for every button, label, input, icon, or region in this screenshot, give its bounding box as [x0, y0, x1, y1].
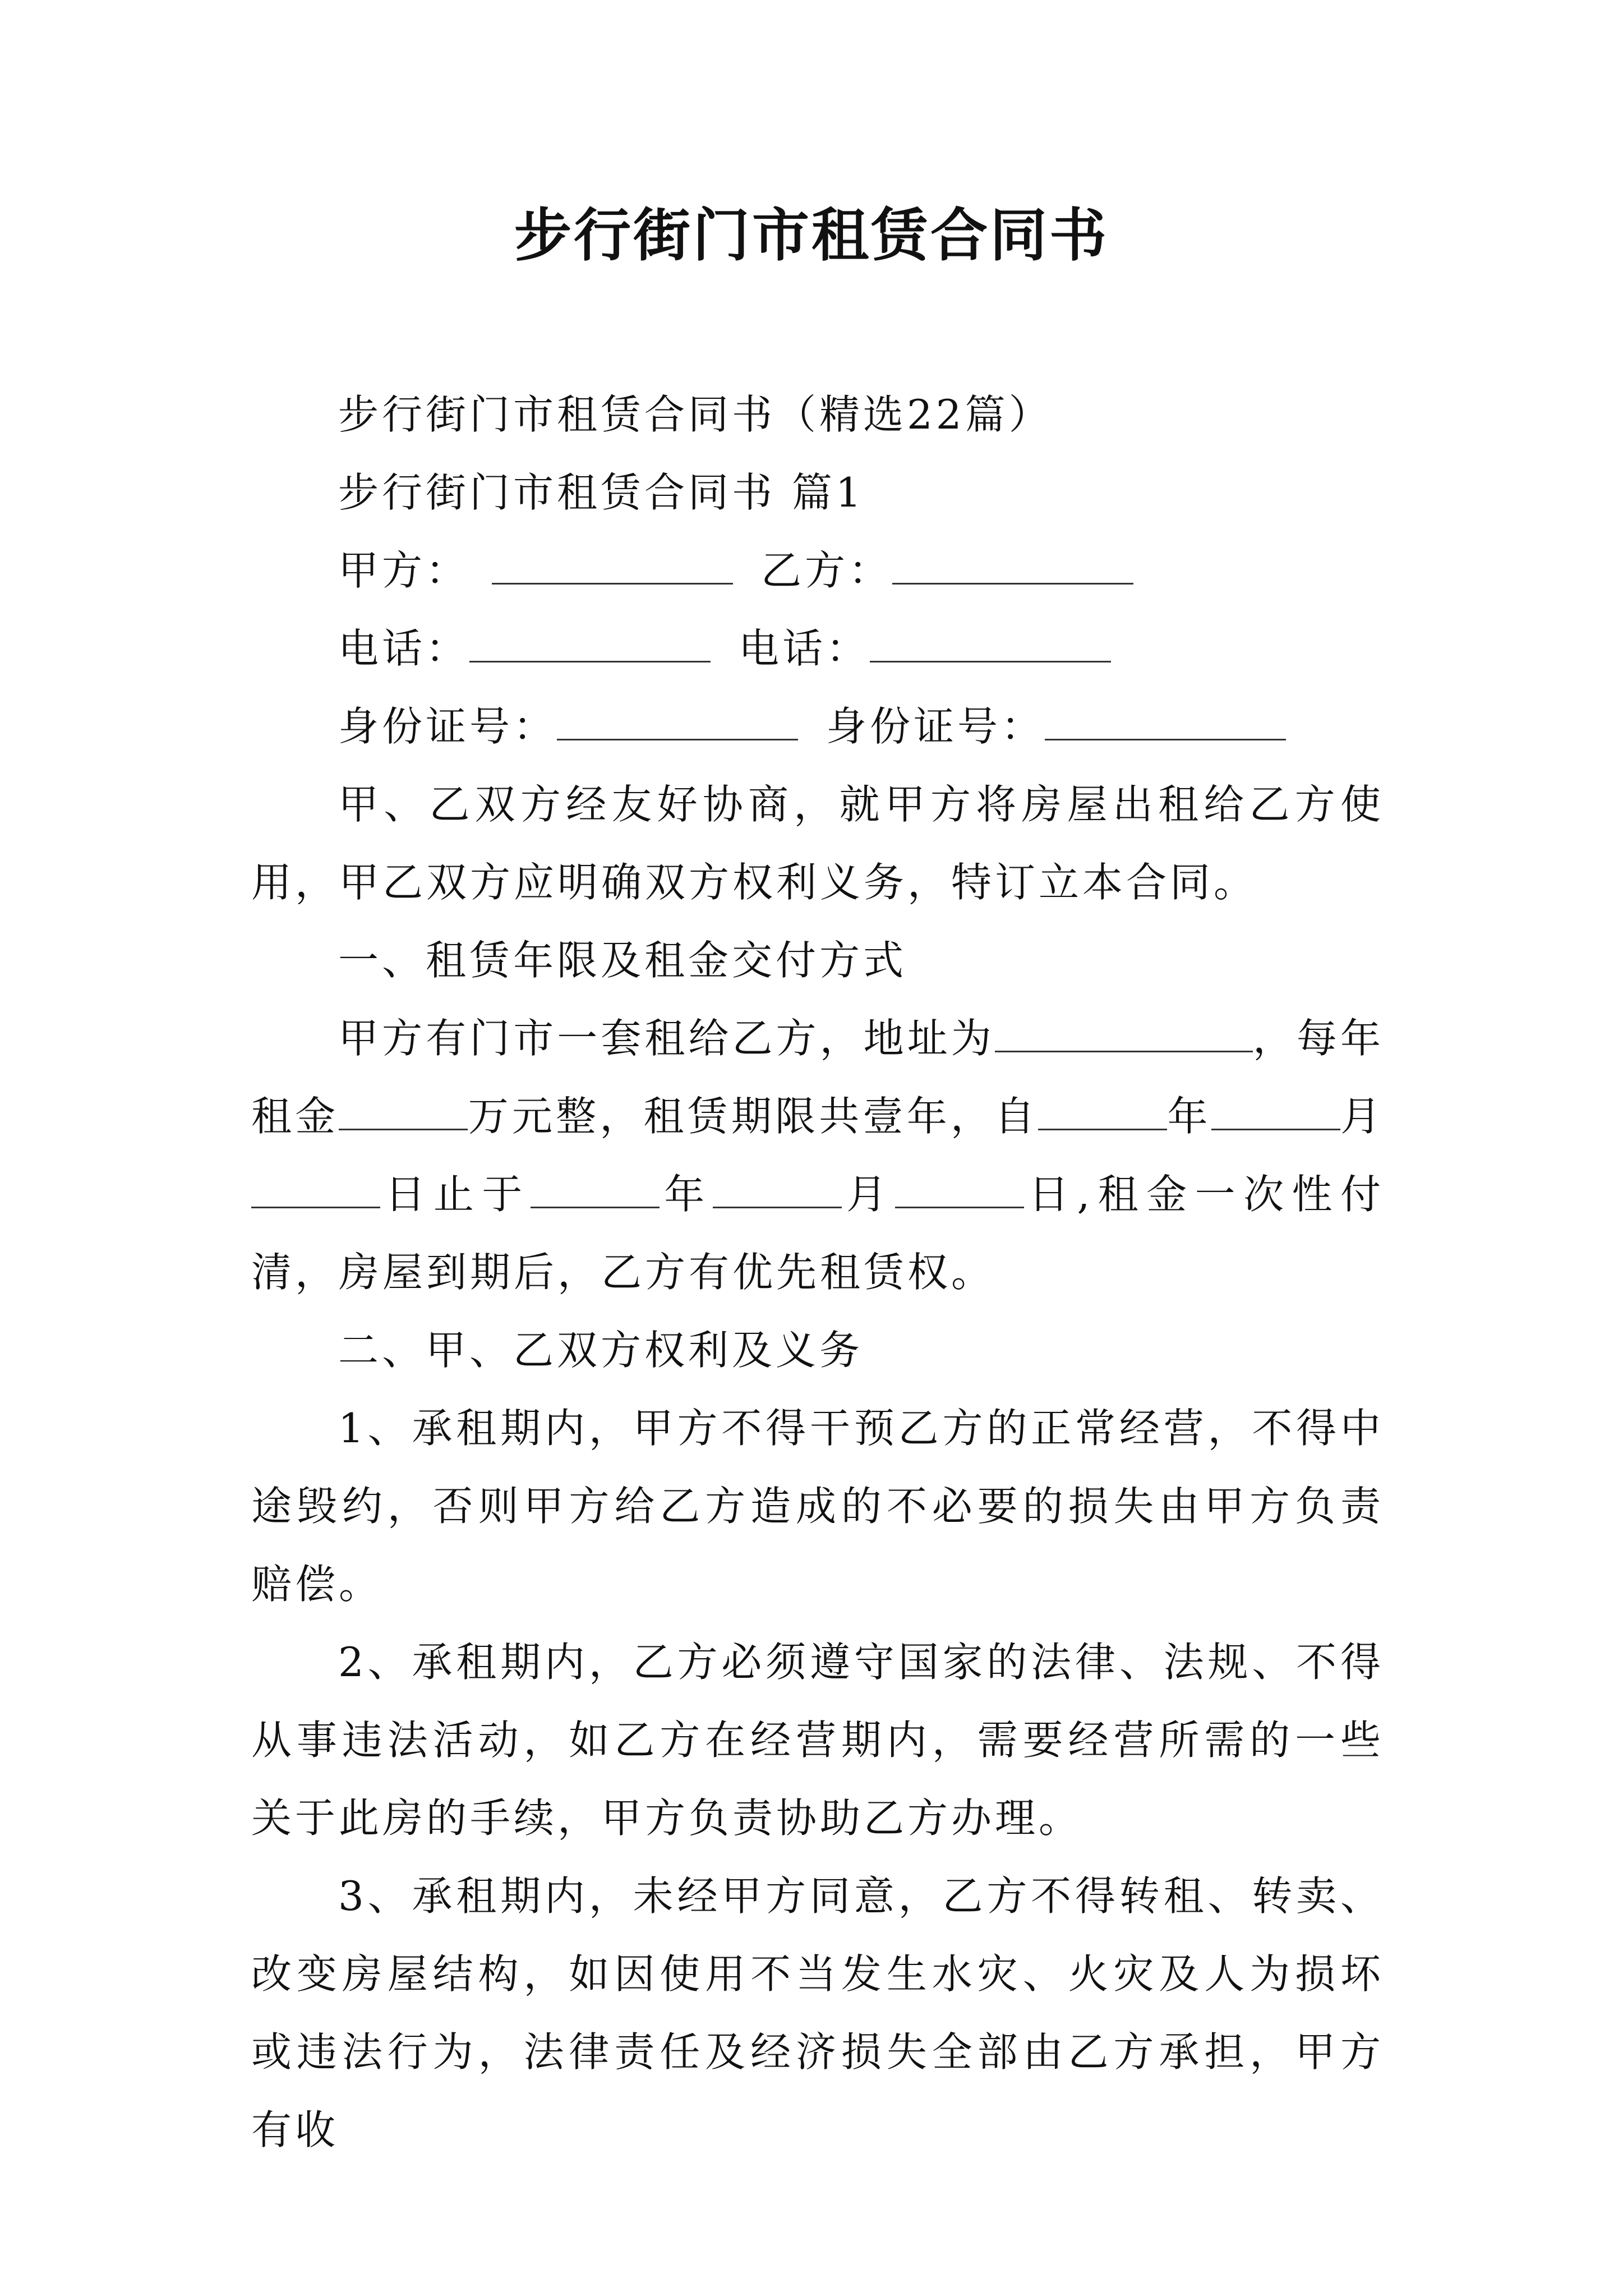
clause1-paragraph — [251, 1000, 1384, 1312]
clause1-text-5: 月 — [1340, 1093, 1384, 1140]
clause1-text-6: 日止于 — [380, 1171, 531, 1218]
end-year-blank[interactable] — [531, 1174, 660, 1208]
phone-row — [251, 610, 1384, 688]
id-a-label: 身份证号： — [338, 703, 557, 750]
item-1: 1、承租期内，甲方不得干预乙方的正常经营，不得中途毁约，否则甲方给乙方造成的不必要的损失由甲方负责赔偿。 — [251, 1405, 1384, 1608]
section-heading: 步行街门市租赁合同书 篇1 — [338, 469, 865, 516]
party-b-label: 乙方： — [761, 547, 893, 594]
phone-b-blank[interactable] — [870, 627, 1111, 662]
subtitle: 步行街门市租赁合同书（精选22篇） — [338, 391, 1053, 438]
clause1-text-3: 万元整，租赁期限共壹年，自 — [468, 1093, 1039, 1140]
clause1-text-7: 年 — [659, 1171, 713, 1218]
start-month-blank[interactable] — [1211, 1096, 1340, 1130]
clause1-text-4: 年 — [1167, 1093, 1211, 1140]
party-row — [251, 532, 1384, 610]
clause1-text-9: 日,租金一次性付清，房屋到期后，乙方有优先租赁权。 — [251, 1171, 1384, 1296]
item-3: 3、承租期内，未经甲方同意，乙方不得转租、转卖、改变房屋结构，如因使用不当发生水灾、火灾及人为损坏或违法行为，法律责任及经济损失全部由乙方承担，甲方有收 — [251, 1872, 1384, 2154]
section-heading-line — [251, 454, 1384, 532]
clause1-heading: 一、租赁年限及租金交付方式 — [338, 937, 907, 984]
id-row — [251, 688, 1384, 766]
rent-blank[interactable] — [339, 1096, 468, 1130]
id-b-blank[interactable] — [1045, 705, 1286, 740]
clause1-text-8: 月 — [841, 1171, 895, 1218]
id-b-label: 身份证号： — [826, 703, 1045, 750]
clause1-text-1: 甲方有门市一套租给乙方，地址为 — [338, 1015, 995, 1062]
address-blank[interactable] — [995, 1018, 1253, 1052]
start-year-blank[interactable] — [1038, 1096, 1167, 1130]
end-month-blank[interactable] — [713, 1174, 842, 1208]
phone-a-blank[interactable] — [469, 627, 711, 662]
intro-paragraph: 甲、乙双方经友好协商，就甲方将房屋出租给乙方使用，甲乙双方应明确双方权利义务，特订立本合同。 — [251, 781, 1384, 906]
document-body — [251, 376, 1384, 2169]
end-day-blank[interactable] — [895, 1174, 1024, 1208]
start-day-blank[interactable] — [251, 1174, 380, 1208]
subtitle-line — [251, 376, 1384, 454]
item-2: 2、承租期内，乙方必须遵守国家的法律、法规、不得从事违法活动，如乙方在经营期内，需要经营所需的一些关于此房的手续，甲方负责协助乙方办理。 — [251, 1639, 1384, 1842]
clause2-heading: 二、甲、乙双方权利及义务 — [338, 1327, 864, 1374]
phone-b-label: 电话： — [739, 625, 870, 672]
document-title: 步行街门市租赁合同书 — [514, 202, 1109, 269]
id-a-blank[interactable] — [557, 705, 798, 740]
phone-a-label: 电话： — [338, 625, 470, 672]
party-a-blank[interactable] — [492, 549, 733, 585]
party-b-blank[interactable] — [892, 549, 1133, 585]
party-a-label: 甲方： — [338, 547, 470, 594]
clause1-text-2: ，每年租金 — [251, 1015, 1384, 1140]
